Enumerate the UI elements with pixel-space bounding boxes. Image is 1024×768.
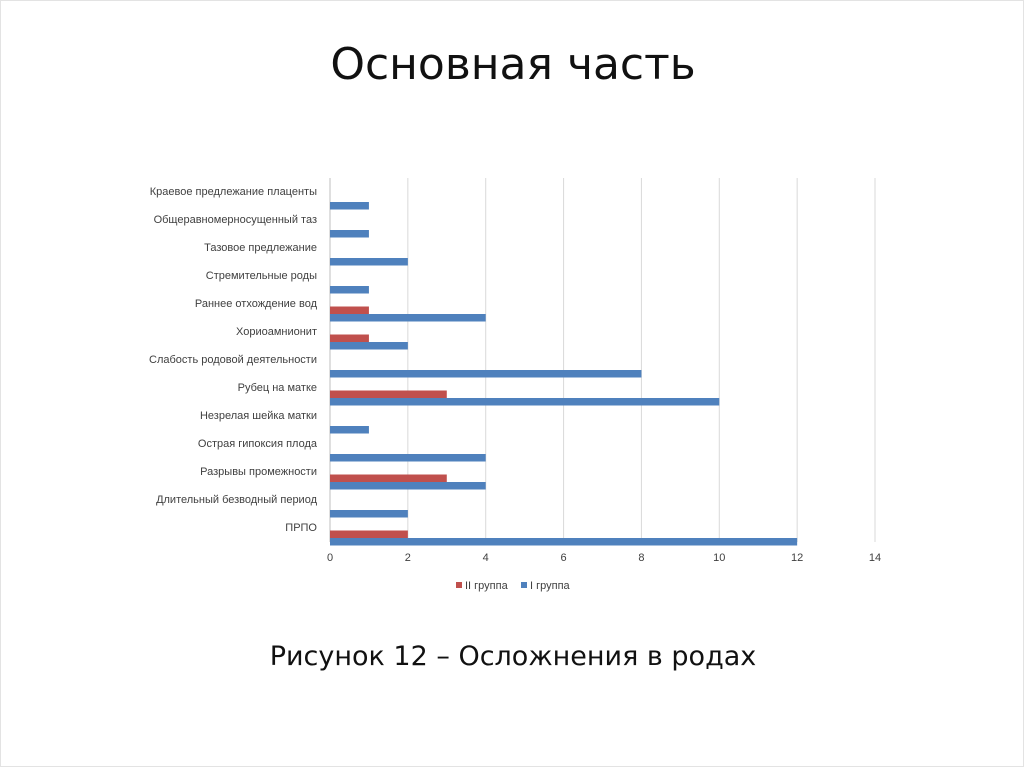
category-label: Слабость родовой деятельности: [149, 354, 317, 366]
x-tick-label: 12: [791, 552, 804, 564]
bar-group-1: [330, 286, 369, 294]
x-tick-label: 0: [326, 552, 334, 564]
bar-group-2: [330, 475, 447, 483]
bar-group-1: [330, 510, 408, 518]
category-label: Стремительные роды: [205, 270, 317, 282]
legend-swatch: [521, 582, 527, 588]
category-label: ПРПО: [285, 522, 317, 534]
x-tick-label: 10: [713, 552, 726, 564]
category-label: Тазовое предлежание: [204, 242, 317, 254]
bar-group-1: [330, 482, 486, 490]
category-labels: [149, 186, 318, 534]
bar-group-2: [330, 391, 447, 399]
bar-group-2: [330, 307, 369, 315]
bar-group-1: [330, 230, 369, 238]
slide-title: Основная часть: [330, 39, 696, 90]
legend-label: I группа: [530, 580, 570, 592]
category-label: Острая гипоксия плода: [197, 438, 317, 450]
category-label: Краевое предлежание плаценты: [149, 186, 317, 198]
x-axis-ticks: [327, 552, 881, 564]
category-label: Рубец на матке: [237, 382, 317, 394]
bar-group-1: [330, 342, 408, 350]
bar-group-1: [330, 426, 369, 434]
bar-group-1: [330, 454, 486, 462]
category-label: Длительный безводный период: [156, 494, 317, 506]
legend-swatch: [456, 582, 462, 588]
bar-group-1: [330, 538, 797, 546]
bar-group-1: [330, 398, 719, 406]
bar-group-1: [330, 314, 486, 322]
x-tick-label: 8: [638, 552, 645, 564]
category-label: Хориоамнионит: [236, 326, 317, 338]
x-tick-label: 4: [482, 552, 489, 564]
bar-group-2: [330, 531, 408, 539]
x-tick-label: 14: [868, 552, 882, 564]
bar-group-1: [330, 258, 408, 266]
legend: [456, 580, 571, 592]
x-tick-label: 6: [560, 552, 567, 564]
x-tick-label: 2: [404, 552, 411, 564]
bar-group-1: [330, 202, 369, 210]
bar-group-1: [330, 370, 641, 378]
figure-caption: Рисунок 12 – Осложнения в родах: [269, 641, 757, 672]
category-label: Раннее отхождение вод: [194, 298, 317, 310]
category-label: Незрелая шейка матки: [199, 410, 317, 422]
bar-group-2: [330, 335, 369, 343]
category-label: Разрывы промежности: [200, 466, 317, 478]
category-label: Общеравномерносущенный таз: [153, 214, 317, 226]
legend-label: II группа: [465, 580, 508, 592]
